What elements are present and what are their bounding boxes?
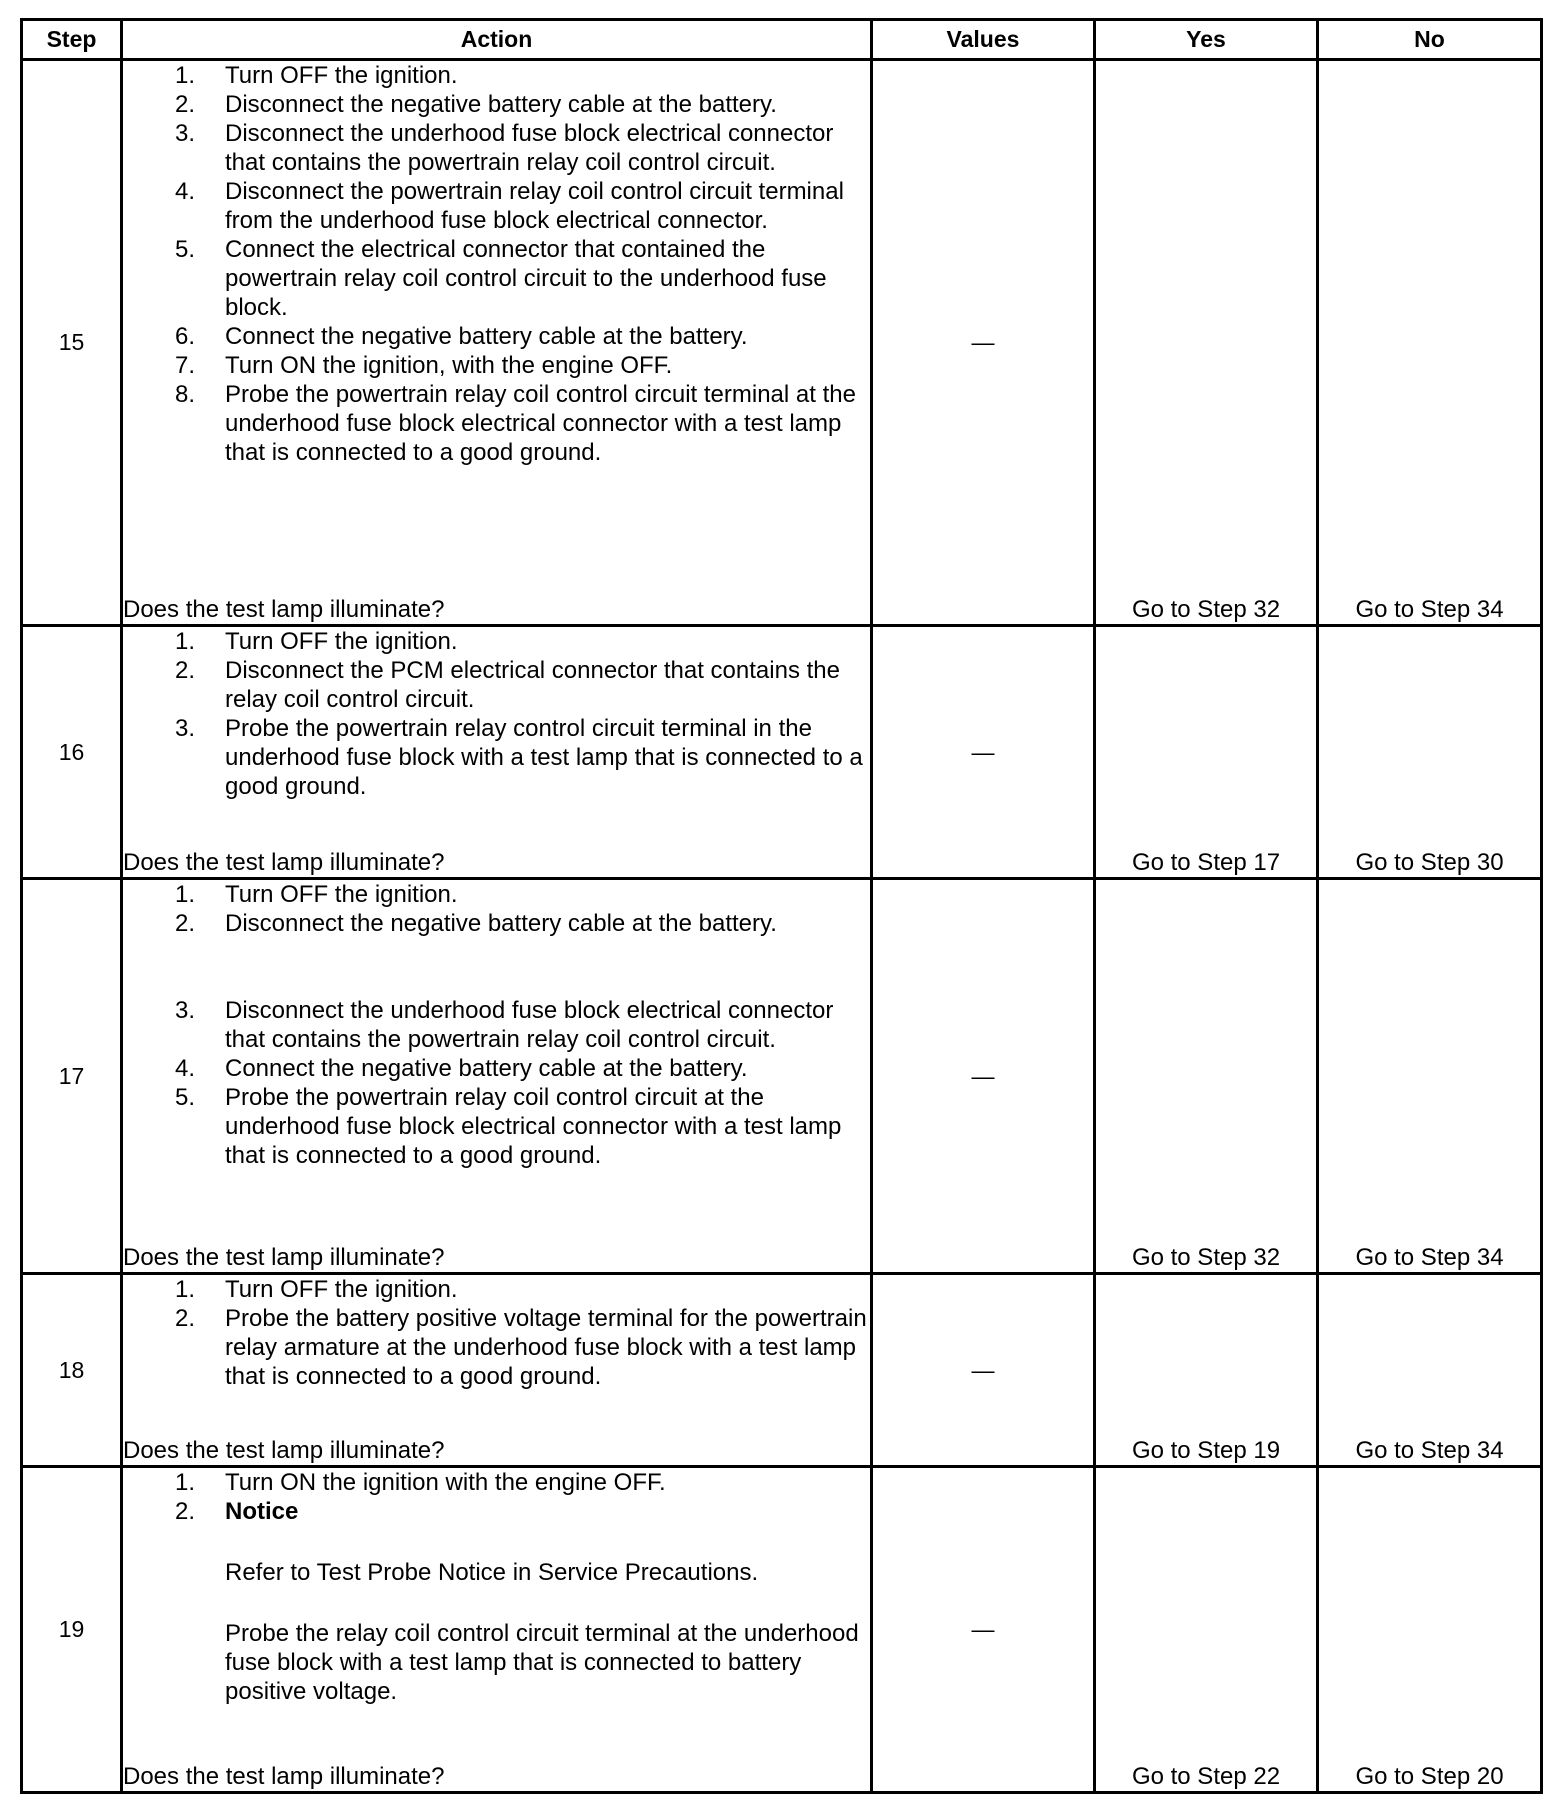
step-number: 18 xyxy=(22,1274,122,1467)
list-item: 1. Turn OFF the ignition. xyxy=(174,62,458,89)
action-cell xyxy=(122,626,872,879)
no-cell: Go to Step 34 xyxy=(1318,1274,1542,1467)
action-cell xyxy=(122,60,872,626)
values-dash: — xyxy=(971,1356,995,1383)
step-number: 17 xyxy=(22,879,122,1274)
question-text: Does the test lamp illuminate? xyxy=(123,849,445,876)
list-item: 3. Probe the powertrain relay control circuit terminal in the underhood fuse block with a test lamp that is connected to a good ground. xyxy=(174,715,863,800)
list-item: 2. Disconnect the negative battery cable at the battery. xyxy=(174,91,777,118)
list-item: 5. Connect the electrical connector that contained the powertrain relay coil control circuit to the underhood fuse block. xyxy=(174,236,827,321)
list-item: 3. Disconnect the underhood fuse block electrical connector that contains the powertrain relay coil control circuit. xyxy=(174,997,834,1053)
table-row xyxy=(22,879,1542,1274)
no-cell: Go to Step 30 xyxy=(1318,626,1542,879)
no-cell: Go to Step 34 xyxy=(1318,879,1542,1274)
yes-cell: Go to Step 19 xyxy=(1095,1274,1318,1467)
values-cell xyxy=(872,879,1095,1274)
list-item: 4. Disconnect the powertrain relay coil control circuit terminal from the underhood fuse block electrical connector. xyxy=(174,178,844,234)
list-item: 5. Probe the powertrain relay coil control circuit at the underhood fuse block electrical connector with a test lamp that is connected to a good ground. xyxy=(174,1084,842,1169)
header-row xyxy=(22,20,1542,60)
action-list xyxy=(123,627,870,801)
values-dash: — xyxy=(971,1062,995,1089)
list-item: 2. Notice Refer to Test Probe Notice in Service Precautions. Probe the relay coil control circuit terminal at the underhood fuse block with a test lamp that is connected to battery positive voltage. xyxy=(123,1497,870,1706)
action-cell xyxy=(122,1274,872,1467)
list-item: 3. Disconnect the underhood fuse block electrical connector that contains the powertrain relay coil control circuit. xyxy=(174,120,834,176)
no-cell: Go to Step 20 xyxy=(1318,1467,1542,1793)
notice-text: Refer to Test Probe Notice in Service Precautions. xyxy=(225,1559,759,1586)
list-item: 7. Turn ON the ignition, with the engine OFF. xyxy=(174,352,673,379)
yes-cell: Go to Step 22 xyxy=(1095,1467,1318,1793)
action-list xyxy=(123,880,870,1170)
question-text: Does the test lamp illuminate? xyxy=(123,1437,445,1464)
list-item: 2. Disconnect the PCM electrical connector that contains the relay coil control circuit. xyxy=(174,657,840,713)
list-spacer xyxy=(123,938,870,996)
diagnostic-table xyxy=(20,18,1543,1794)
list-item: 6. Connect the negative battery cable at the battery. xyxy=(174,323,748,350)
header-step: Step xyxy=(22,20,122,60)
step-number: 16 xyxy=(22,626,122,879)
values-dash: — xyxy=(971,738,995,765)
values-cell xyxy=(872,60,1095,626)
yes-cell: Go to Step 17 xyxy=(1095,626,1318,879)
list-item: 8. Probe the powertrain relay coil control circuit terminal at the underhood fuse block electrical connector with a test lamp that is connected to a good ground. xyxy=(174,381,856,466)
question-text: Does the test lamp illuminate? xyxy=(123,596,445,623)
step-number: 19 xyxy=(22,1467,122,1793)
list-item: 1. Turn OFF the ignition. xyxy=(174,881,458,908)
values-cell xyxy=(872,1467,1095,1793)
values-cell xyxy=(872,626,1095,879)
list-item: 4. Connect the negative battery cable at the battery. xyxy=(174,1055,748,1082)
notice-title: Notice xyxy=(225,1498,299,1525)
action-list xyxy=(123,1275,870,1391)
action-list xyxy=(123,1468,870,1706)
header-action: Action xyxy=(122,20,872,60)
table-row xyxy=(22,1467,1542,1793)
action-cell xyxy=(122,879,872,1274)
values-cell xyxy=(872,1274,1095,1467)
question-text: Does the test lamp illuminate? xyxy=(123,1763,445,1790)
action-list xyxy=(123,61,870,467)
list-item: 1. Turn OFF the ignition. xyxy=(174,1276,458,1303)
list-item: 2. Disconnect the negative battery cable at the battery. xyxy=(174,910,777,937)
header-values: Values xyxy=(872,20,1095,60)
table-row xyxy=(22,60,1542,626)
question-text: Does the test lamp illuminate? xyxy=(123,1244,445,1271)
probe-text: Probe the relay coil control circuit terminal at the underhood fuse block with a test lamp that is connected to battery positive voltage. xyxy=(225,1620,859,1705)
table-row xyxy=(22,1274,1542,1467)
values-dash: — xyxy=(971,329,995,355)
table-row xyxy=(22,626,1542,879)
header-yes: Yes xyxy=(1095,20,1318,60)
no-cell: Go to Step 34 xyxy=(1318,60,1542,626)
list-item: 1. Turn ON the ignition with the engine OFF. xyxy=(174,1469,666,1496)
values-dash: — xyxy=(971,1616,995,1642)
step-number: 15 xyxy=(22,60,122,626)
yes-cell: Go to Step 32 xyxy=(1095,60,1318,626)
action-cell xyxy=(122,1467,872,1793)
header-no: No xyxy=(1318,20,1542,60)
list-item: 2. Probe the battery positive voltage terminal for the powertrain relay armature at the underhood fuse block with a test lamp that is connected to a good ground. xyxy=(174,1305,867,1390)
yes-cell: Go to Step 32 xyxy=(1095,879,1318,1274)
list-item: 1. Turn OFF the ignition. xyxy=(174,628,458,655)
